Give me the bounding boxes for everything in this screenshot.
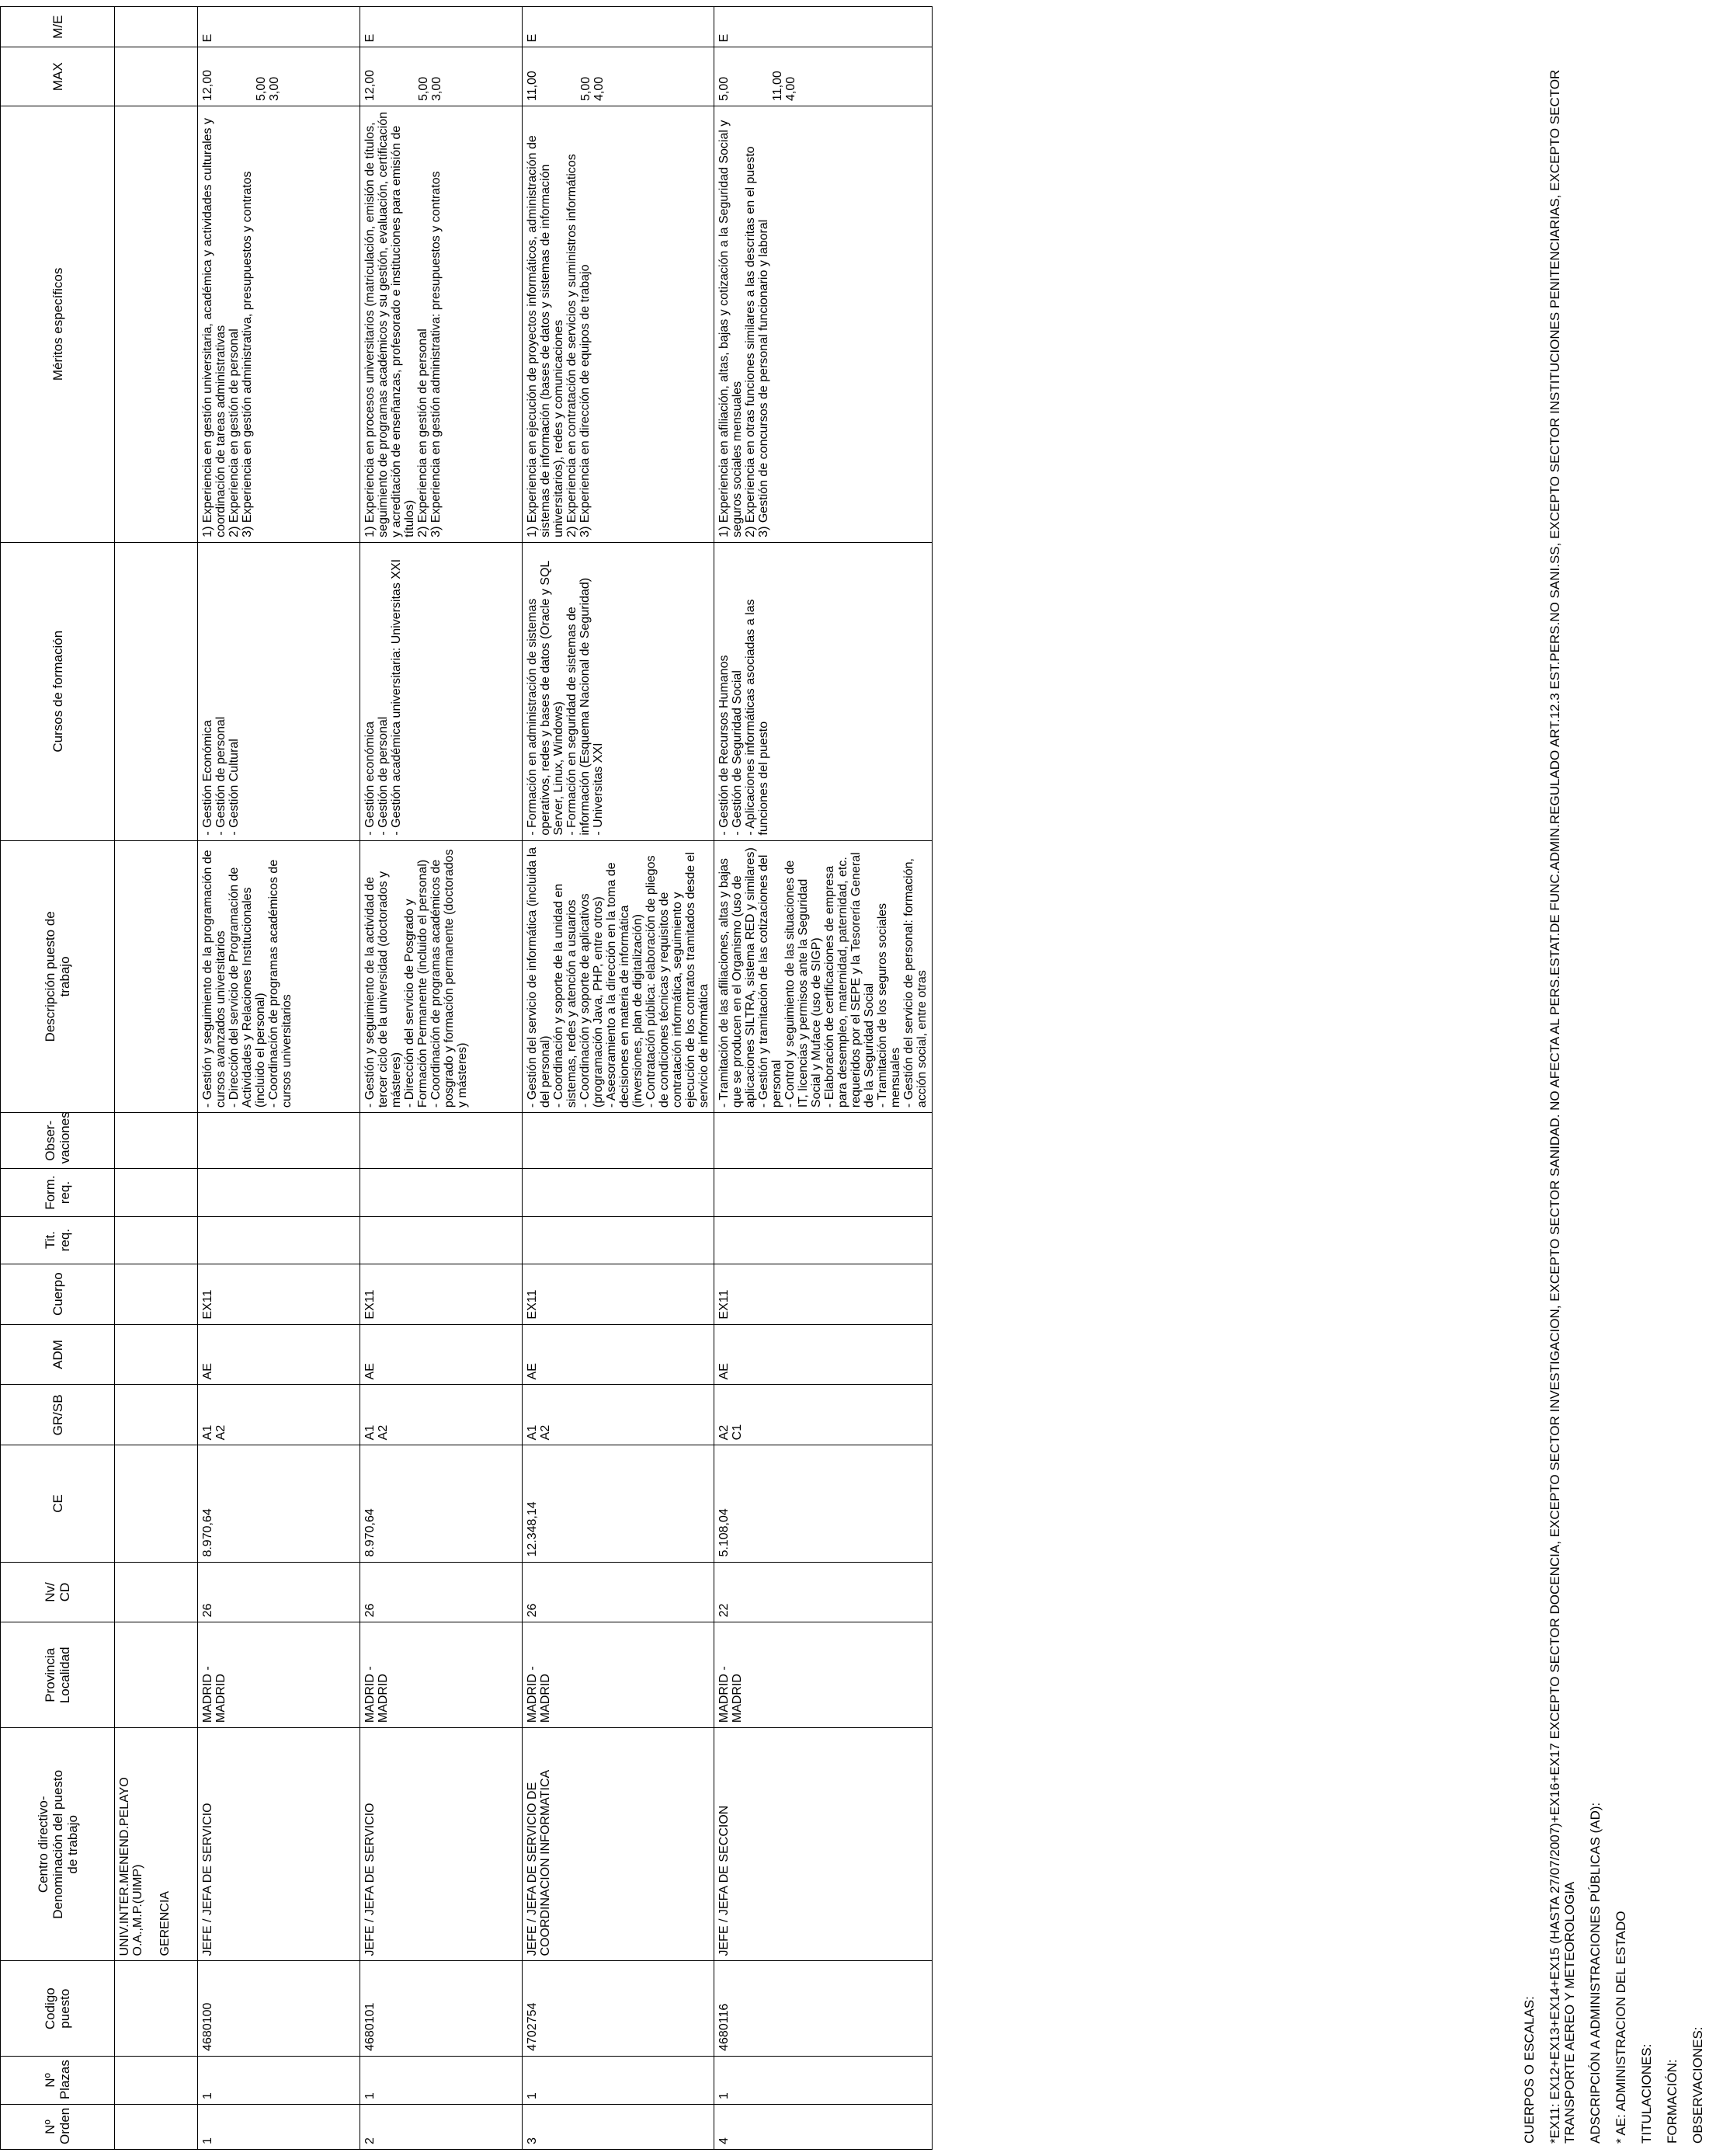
cell-cuerpo: EX11 bbox=[523, 1264, 714, 1324]
cell-provincia: MADRID - MADRID bbox=[523, 1622, 714, 1728]
cell-ce: 8.970,64 bbox=[360, 1445, 523, 1562]
cell-form bbox=[198, 1169, 360, 1216]
max-value: 5,00 bbox=[579, 76, 592, 102]
cell-grsb: A2 C1 bbox=[714, 1385, 933, 1445]
cell-ce: 5.108,04 bbox=[714, 1445, 933, 1562]
cell-puesto: JEFE / JEFA DE SERVICIO DE COORDINACION INFORMATICA bbox=[523, 1728, 714, 1961]
table-row bbox=[198, 7, 360, 2150]
cell-tit bbox=[198, 1216, 360, 1264]
notes-section bbox=[1522, 31, 1716, 2144]
cell-adm: AE bbox=[360, 1324, 523, 1385]
cuerpos-text: *EX11: EX12+EX13+EX14+EX15 (HASTA 27/07/2007)+EX16+EX17 EXCEPTO SECTOR DOCENCIA, EXCEPTO SECTOR INVESTIGACION, EXCEPTO SECTOR SANIDAD. NO AFECTA AL PERS.ESTAT.DE FUNC.ADMIN.REGULADO ART.12.3 EST.PERS.NO SANI.SS, EXCEPTO SECTOR INSTITUCIONES PENITENCIARIAS, EXCEPTO SECTOR TRANSPORTE AEREO Y METEOROLOGIA bbox=[1548, 69, 1577, 2144]
cell-descripcion: - Tramitación de las afiliaciones, altas y bajas que se producen en el Organismo (uso de aplicaciones SILTRA, sistema RED y similares) - Gestión y tramitación de las cotizaciones del personal - Control y seguimiento de las situaciones de IT, licencias y permisos ante la Seguridad Social y Muface (uso de SIGP) - Elaboración de certificaciones de empresa para desempleo, maternidad, paternidad, etc. requeridos por el SEPE y la Tesorería General de la Seguridad Social - Tramitación de los seguros sociales mensuales - Gestión del servicio de personal: formación, acción social, entre otras bbox=[714, 840, 933, 1112]
max-value: 4,00 bbox=[592, 76, 606, 102]
header-max: MAX bbox=[1, 47, 115, 106]
header-cursos: Cursos de formación bbox=[1, 542, 115, 840]
cell-me: E bbox=[198, 7, 360, 47]
header-adm: ADM bbox=[1, 1324, 115, 1385]
cell-orden: 4 bbox=[714, 2105, 933, 2150]
header-nivel: Nv/ CD bbox=[1, 1562, 115, 1622]
ae-text: * AE: ADMINISTRACION DEL ESTADO bbox=[1614, 1911, 1628, 2144]
max-value: 4,00 bbox=[784, 76, 797, 102]
cell-puesto: JEFE / JEFA DE SERVICIO bbox=[360, 1728, 523, 1961]
cell-max bbox=[360, 47, 523, 106]
header-meritos: Méritos específicos bbox=[1, 106, 115, 543]
cell-cursos: - Formación en administración de sistemas operativos, redes y bases de datos (Oracle y SQL Server, Linux, Windows) - Formación en seguridad de sistemas de información (Esquema Nacional de Seguridad) - Universitas XXI bbox=[523, 542, 714, 840]
cell-obs bbox=[523, 1113, 714, 1169]
cell-form bbox=[360, 1169, 523, 1216]
rows-body bbox=[198, 7, 933, 2150]
header-plazas: Nº Plazas bbox=[1, 2056, 115, 2104]
header-orden: Nº Orden bbox=[1, 2105, 115, 2150]
cell-plazas: 1 bbox=[523, 2056, 714, 2104]
cell-descripcion: - Gestión y seguimiento de la actividad de tercer ciclo de la universidad (doctorados y másteres) - Dirección del servicio de Posgrado y Formación Permanente (incluido el personal) - Coordinación de programas académicos de posgrado y formación permanente (doctorados y másteres) bbox=[360, 840, 523, 1112]
cell-provincia: MADRID - MADRID bbox=[714, 1622, 933, 1728]
cell-provincia: MADRID - MADRID bbox=[360, 1622, 523, 1728]
cell-meritos: 1) Experiencia en procesos universitarios (matriculación, emisión de títulos, seguimiento de programas académicos y su gestión, evaluación, certificación y acreditación de enseñanzas, profesorado e instituciones para emisión de títulos) 2) Experiencia en gestión de personal 3) Experiencia en gestión administrativa: presupuestos y contratos bbox=[360, 106, 523, 543]
cell-cuerpo: EX11 bbox=[714, 1264, 933, 1324]
cell-grsb: A1 A2 bbox=[523, 1385, 714, 1445]
cell-cuerpo: EX11 bbox=[198, 1264, 360, 1324]
table-row bbox=[360, 7, 523, 2150]
cell-plazas: 1 bbox=[360, 2056, 523, 2104]
cell-meritos: 1) Experiencia en gestión universitaria, académica y actividades culturales y coordinación de tareas administrativas 2) Experiencia en gestión de personal 3) Experiencia en gestión administrativa, presupuestos y contratos bbox=[198, 106, 360, 543]
header-row bbox=[1, 7, 115, 2150]
cell-adm: AE bbox=[714, 1324, 933, 1385]
header-descripcion: Descripción puesto de trabajo bbox=[1, 840, 115, 1112]
cell-max bbox=[523, 47, 714, 106]
cell-me: E bbox=[714, 7, 933, 47]
cell-grsb: A1 A2 bbox=[198, 1385, 360, 1445]
cell-descripcion: - Gestión del servicio de informática (incluida la del personal) - Coordinación y soporte de la unidad en sistemas, redes y atención a usuarios - Coordinación y soporte de aplicativos (programación Java, PHP, entre otros) - Asesoramiento a la dirección en la toma de decisiones en materia de informática (inversiones, plan de digitalización) - Contratación pública: elaboración de pliegos de condiciones técnicas y requisitos de contratación informática, seguimiento y ejecución de los contratos tramitados desde el servicio de informática bbox=[523, 840, 714, 1112]
cell-codigo: 4680101 bbox=[360, 1961, 523, 2056]
header-centro: Centro directivo- Denominación del puesto de trabajo bbox=[1, 1728, 115, 1961]
unit-cell bbox=[115, 1728, 198, 1961]
max-value: 11,00 bbox=[771, 71, 784, 102]
cell-codigo: 4702754 bbox=[523, 1961, 714, 2056]
max-value: 12,00 bbox=[363, 69, 377, 102]
max-value: 11,00 bbox=[526, 71, 539, 102]
cell-max bbox=[714, 47, 933, 106]
table-row bbox=[523, 7, 714, 2150]
table-row bbox=[714, 7, 933, 2150]
cell-adm: AE bbox=[523, 1324, 714, 1385]
max-value: 3,00 bbox=[268, 76, 281, 102]
positions-table bbox=[0, 6, 933, 2150]
max-value: 3,00 bbox=[430, 76, 443, 102]
max-value: 12,00 bbox=[201, 69, 214, 102]
cell-nivel: 26 bbox=[360, 1562, 523, 1622]
cell-cursos: - Gestión Económica - Gestión de personal - Gestión Cultural bbox=[198, 542, 360, 840]
titulaciones-label: TITULACIONES: bbox=[1639, 2043, 1654, 2144]
formacion-label: FORMACIÓN: bbox=[1665, 2059, 1680, 2144]
cell-form bbox=[714, 1169, 933, 1216]
cell-meritos: 1) Experiencia en afiliación, altas, bajas y cotización a la Seguridad Social y seguros sociales mensuales 2) Experiencia en otras funciones similares a las descritas en el puesto 3) Gestión de concursos de personal funcionario y laboral bbox=[714, 106, 933, 543]
unit-row bbox=[115, 7, 198, 2150]
header-provincia: Provincia Localidad bbox=[1, 1622, 115, 1728]
cell-tit bbox=[523, 1216, 714, 1264]
cell-nivel: 26 bbox=[198, 1562, 360, 1622]
cell-tit bbox=[360, 1216, 523, 1264]
header-me: M/E bbox=[1, 7, 115, 47]
cell-form bbox=[523, 1169, 714, 1216]
cell-cursos: - Gestión de Recursos Humanos - Gestión de Seguridad Social - Aplicaciones informáticas asociadas a las funciones del puesto bbox=[714, 542, 933, 840]
cell-adm: AE bbox=[198, 1324, 360, 1385]
cell-orden: 3 bbox=[523, 2105, 714, 2150]
cell-orden: 1 bbox=[198, 2105, 360, 2150]
cell-cuerpo: EX11 bbox=[360, 1264, 523, 1324]
header-obs: Obser- vaciones bbox=[1, 1113, 115, 1169]
cell-provincia: MADRID - MADRID bbox=[198, 1622, 360, 1728]
cell-me: E bbox=[523, 7, 714, 47]
cell-meritos: 1) Experiencia en ejecución de proyectos informáticos, administración de sistemas de información (bases de datos y sistemas de información universitarios), redes y comunicaciones 2) Experiencia en contratación de servicios y suministros informáticos 3) Experiencia en dirección de equipos de trabajo bbox=[523, 106, 714, 543]
header-codigo: Codigo puesto bbox=[1, 1961, 115, 2056]
cell-nivel: 22 bbox=[714, 1562, 933, 1622]
cell-plazas: 1 bbox=[198, 2056, 360, 2104]
cell-obs bbox=[198, 1113, 360, 1169]
header-grsb: GR/SB bbox=[1, 1385, 115, 1445]
header-ce: CE bbox=[1, 1445, 115, 1562]
cell-max bbox=[198, 47, 360, 106]
cell-obs bbox=[714, 1113, 933, 1169]
cell-codigo: 4680116 bbox=[714, 1961, 933, 2056]
cell-cursos: - Gestión económica - Gestión de personal - Gestión académica universitaria: Universitas XXI bbox=[360, 542, 523, 840]
max-value: 5,00 bbox=[255, 76, 268, 102]
cell-ce: 12.348,14 bbox=[523, 1445, 714, 1562]
cell-me: E bbox=[360, 7, 523, 47]
cell-orden: 2 bbox=[360, 2105, 523, 2150]
cell-grsb: A1 A2 bbox=[360, 1385, 523, 1445]
cell-nivel: 26 bbox=[523, 1562, 714, 1622]
cell-plazas: 1 bbox=[714, 2056, 933, 2104]
cuerpos-title: CUERPOS O ESCALAS: bbox=[1522, 1996, 1537, 2144]
cell-tit bbox=[714, 1216, 933, 1264]
cell-puesto: JEFE / JEFA DE SERVICIO bbox=[198, 1728, 360, 1961]
observaciones-label: OBSERVACIONES: bbox=[1690, 2026, 1705, 2144]
cell-descripcion: - Gestión y seguimiento de la programación de cursos avanzados universitarios - Dirección del servicio de Programación de Actividades y Relaciones Institucionales (incluido el personal) - Coordinación de programas académicos de cursos universitarios bbox=[198, 840, 360, 1112]
header-cuerpo: Cuerpo bbox=[1, 1264, 115, 1324]
cell-ce: 8.970,64 bbox=[198, 1445, 360, 1562]
unit-department: GERENCIA bbox=[158, 1890, 172, 1956]
cell-codigo: 4680100 bbox=[198, 1961, 360, 2056]
header-form: Form. req. bbox=[1, 1169, 115, 1216]
cell-puesto: JEFE / JEFA DE SECCION bbox=[714, 1728, 933, 1961]
max-value: 5,00 bbox=[417, 76, 430, 102]
adscripcion-title: ADSCRIPCIÓN A ADMINISTRACIONES PÚBLICAS (AD): bbox=[1588, 1802, 1603, 2144]
unit-name: UNIV.INTER.MENEND.PELAYO O.A.,M.P.(UIMP) bbox=[118, 1777, 144, 1956]
header-tit: Tit. req. bbox=[1, 1216, 115, 1264]
cell-obs bbox=[360, 1113, 523, 1169]
max-value: 5,00 bbox=[717, 76, 731, 102]
